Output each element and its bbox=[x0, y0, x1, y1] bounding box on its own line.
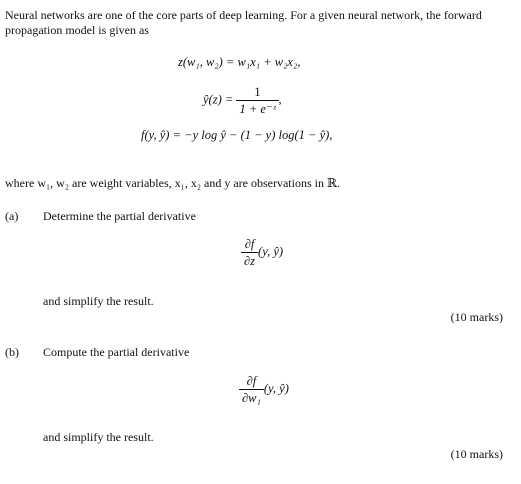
part-a-marks: (10 marks) bbox=[450, 310, 503, 324]
part-b-derivative-args: (y, ŷ) bbox=[263, 381, 289, 396]
equation-z: z(w₁, w₂) = w₁x₁ + w₂x₂, bbox=[178, 55, 301, 69]
equation-yhat-lhs: ŷ(z) = bbox=[203, 92, 234, 107]
equation-yhat-fraction bbox=[236, 86, 278, 115]
part-b-label: (b) bbox=[5, 345, 19, 359]
equation-yhat-tail: , bbox=[278, 92, 282, 107]
part-b-derivative-denominator: ∂w₁ bbox=[239, 389, 264, 405]
part-a-follow-text: and simplify the result. bbox=[43, 294, 154, 308]
part-a-derivative bbox=[241, 238, 283, 267]
equation-yhat-denominator: 1 + e⁻ᶻ bbox=[236, 100, 278, 116]
part-b-derivative-fraction bbox=[239, 375, 264, 404]
part-a-label: (a) bbox=[5, 209, 19, 223]
part-b-derivative bbox=[239, 375, 289, 404]
equation-yhat bbox=[203, 86, 282, 115]
part-b-marks: (10 marks) bbox=[450, 447, 503, 461]
equation-f: f(y, ŷ) = −y log ŷ − (1 − y) log(1 − ŷ), bbox=[141, 128, 333, 142]
part-b-follow-text: and simplify the result. bbox=[43, 430, 154, 444]
part-a-derivative-numerator: ∂f bbox=[244, 237, 255, 251]
part-a-derivative-denominator: ∂z bbox=[241, 252, 258, 268]
part-b-prompt: Compute the partial derivative bbox=[43, 345, 190, 359]
part-a-prompt: Determine the partial derivative bbox=[43, 209, 196, 223]
intro-paragraph: Neural networks are one of the core parts of deep learning. For a given neural network, the forward propagation model is given as bbox=[5, 8, 482, 37]
equation-yhat-numerator: 1 bbox=[254, 85, 261, 99]
where-text: where w₁, w₂ are weight variables, x₁, x₂ and y are observations in ℝ. bbox=[5, 176, 340, 190]
part-a-derivative-args: (y, ŷ) bbox=[258, 244, 284, 259]
part-b-derivative-numerator: ∂f bbox=[246, 374, 257, 388]
part-a-derivative-fraction bbox=[241, 238, 258, 267]
